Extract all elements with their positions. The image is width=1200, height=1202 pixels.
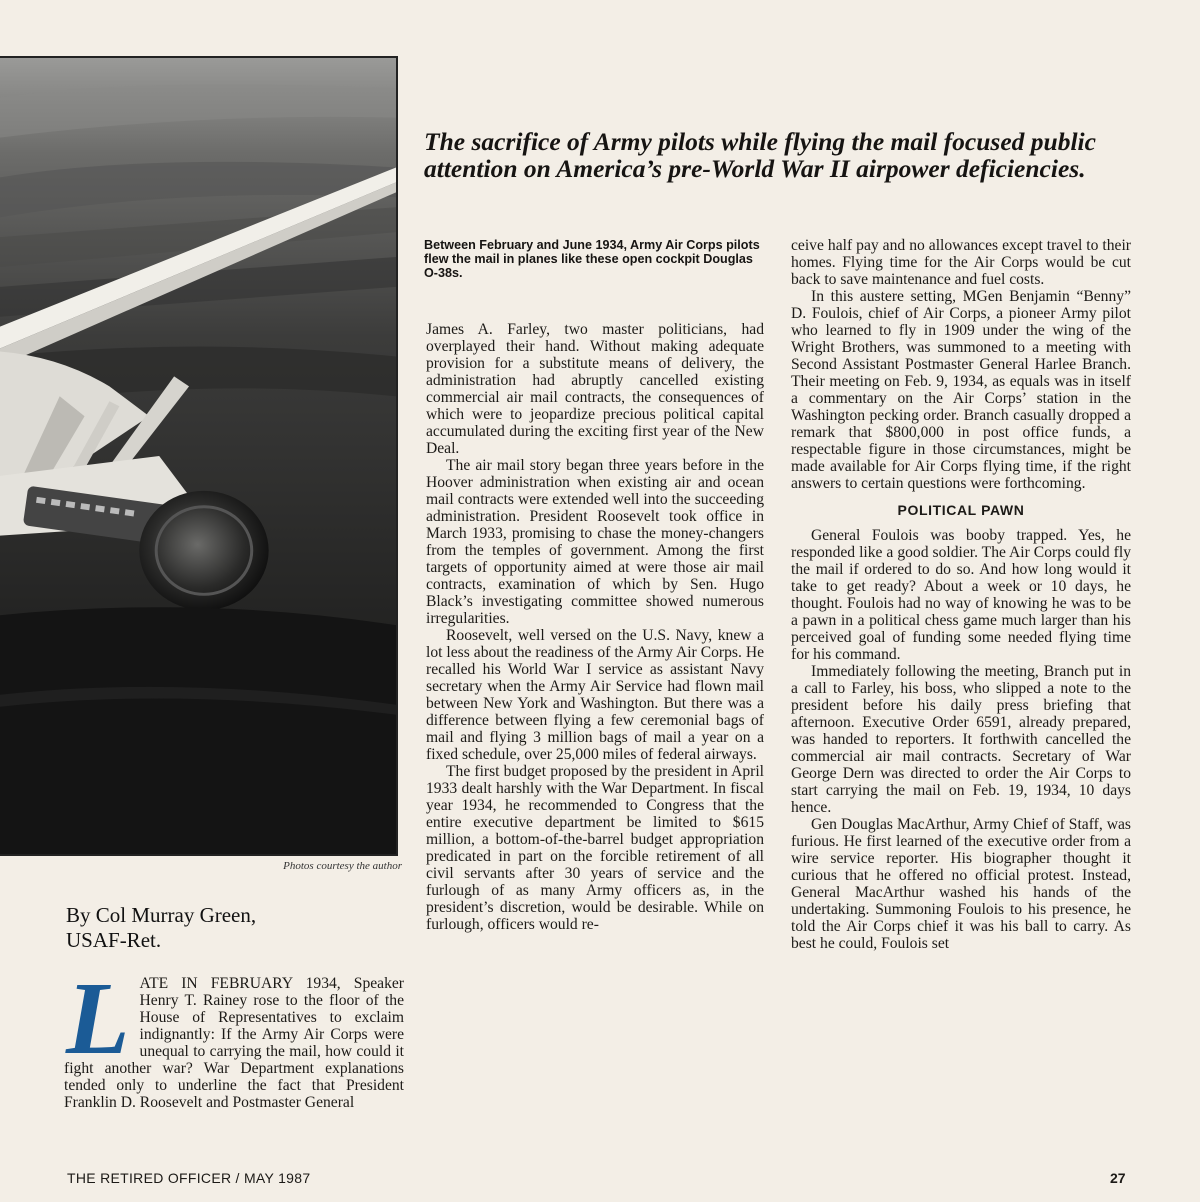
aerial-biplane-photo bbox=[0, 56, 398, 856]
paragraph: James A. Farley, two master politicians, had overplayed their hand. Without making adequate provision for a substitute means of delivery, the administration had abruptly cancelled existing commercial air mail contracts, the consequences of which were to jeopardize precious political capital accumulated during the exciting first year of the New Deal. bbox=[426, 321, 764, 457]
column-3 bbox=[791, 237, 1131, 952]
byline bbox=[66, 903, 396, 953]
paragraph: Gen Douglas MacArthur, Army Chief of Staff, was furious. He first learned of the executive order from a wire service reporter. His biographer thought it curious that he offered no official protest. Instead, General MacArthur washed his hands of the undertaking. Summoning Foulois to his presence, he told the Air Corps chief it was his ball to carry. As best he could, Foulois set bbox=[791, 816, 1131, 952]
section-subhead: POLITICAL PAWN bbox=[897, 502, 1025, 518]
photo-credit: Photos courtesy the author bbox=[283, 860, 402, 872]
paragraph: ceive half pay and no allowances except travel to their homes. Flying time for the Air Corps would be cut back to save maintenance and fuel costs. bbox=[791, 237, 1131, 288]
photo-caption: Between February and June 1934, Army Air Corps pilots flew the mail in planes like these open cockpit Douglas O-38s. bbox=[424, 238, 760, 280]
byline-author: By Col Murray Green, bbox=[66, 903, 257, 927]
paragraph: General Foulois was booby trapped. Yes, he responded like a good soldier. The Air Corps could fly the mail if ordered to do so. And how long would it take to get ready? About a week or 10 days, he thought. Foulois had no way of knowing he was to be a pawn in a political chess game much larger than his perceived goal of funding some needed flying time for his command. bbox=[791, 527, 1131, 663]
paragraph: Immediately following the meeting, Branch put in a call to Farley, his boss, who slipped a note to the president before his daily press briefing that afternoon. Executive Order 6591, already prepared, was handed to reporters. It forthwith cancelled the commercial air mail contracts. Secretary of War George Dern was directed to order the Air Corps to start carrying the mail on Feb. 19, 1934, 10 days hence. bbox=[791, 663, 1131, 816]
page-number: 27 bbox=[1110, 1170, 1126, 1186]
headline: The sacrifice of Army pilots while flying the mail focused public attention on America’s pre-World War II airpower deficiencies. bbox=[424, 127, 1096, 183]
paragraph: In this austere setting, MGen Benjamin “Benny” D. Foulois, chief of Air Corps, a pioneer Army pilot who learned to fly in 1909 under the wing of the Wright Brothers, was summoned to a meeting with Second Assistant Postmaster General Harlee Branch. Their meeting on Feb. 9, 1934, as equals was in itself a commentary on the Air Corps’ station in the Washington pecking order. Branch casually dropped a remark that $800,000 in post office funds, a respectable figure in those circumstances, might be made available for Air Corps flying time, if the right answers to certain questions were forthcoming. bbox=[791, 288, 1131, 492]
byline-rank: USAF-Ret. bbox=[66, 928, 162, 952]
column-1 bbox=[64, 961, 404, 1111]
paragraph: The first budget proposed by the president in April 1933 dealt harshly with the War Department. In fiscal year 1934, he recommended to Congress that the entire executive department be limited to $615 million, a bottom-of-the-barrel budget appropriation predicated in part on the forcible retirement of all civil servants after 30 years of service and the furlough of as many Army officers as, in the president’s discretion, would be desirable. While on furlough, officers would re- bbox=[426, 763, 764, 933]
paragraph: The air mail story began three years before in the Hoover administration when existing air and ocean mail contracts were extended well into the succeeding administration. President Roosevelt took office in March 1933, promising to chase the money-changers from the temples of government. Among the first targets of opportunity aimed at were those air mail contracts, examination of which by Sen. Hugo Black’s investigating committee showed numerous irregularities. bbox=[426, 457, 764, 627]
lead-paragraph: ATE IN FEBRUARY 1934, Speaker Henry T. Rainey rose to the floor of the House of Representatives to exclaim indignantly: If the Army Air Corps were unequal to carrying the mail, how could it fight another war? War Department explanations tended only to underline the fact that President Franklin D. Roosevelt and Postmaster General bbox=[64, 975, 404, 1111]
footer-publication: THE RETIRED OFFICER / MAY 1987 bbox=[67, 1170, 311, 1186]
paragraph: Roosevelt, well versed on the U.S. Navy, knew a lot less about the readiness of the Army Air Corps. He recalled his World War I service as assistant Navy secretary when the Army Air Service had flown mail between New York and Washington. But there was a difference between flying a few ceremonial bags of mail and flying 3 million bags of mail a year on a fixed schedule, over 25,000 miles of federal airways. bbox=[426, 627, 764, 763]
column-2 bbox=[426, 321, 764, 933]
photo-illustration bbox=[0, 58, 396, 854]
drop-cap: L bbox=[66, 961, 130, 1076]
